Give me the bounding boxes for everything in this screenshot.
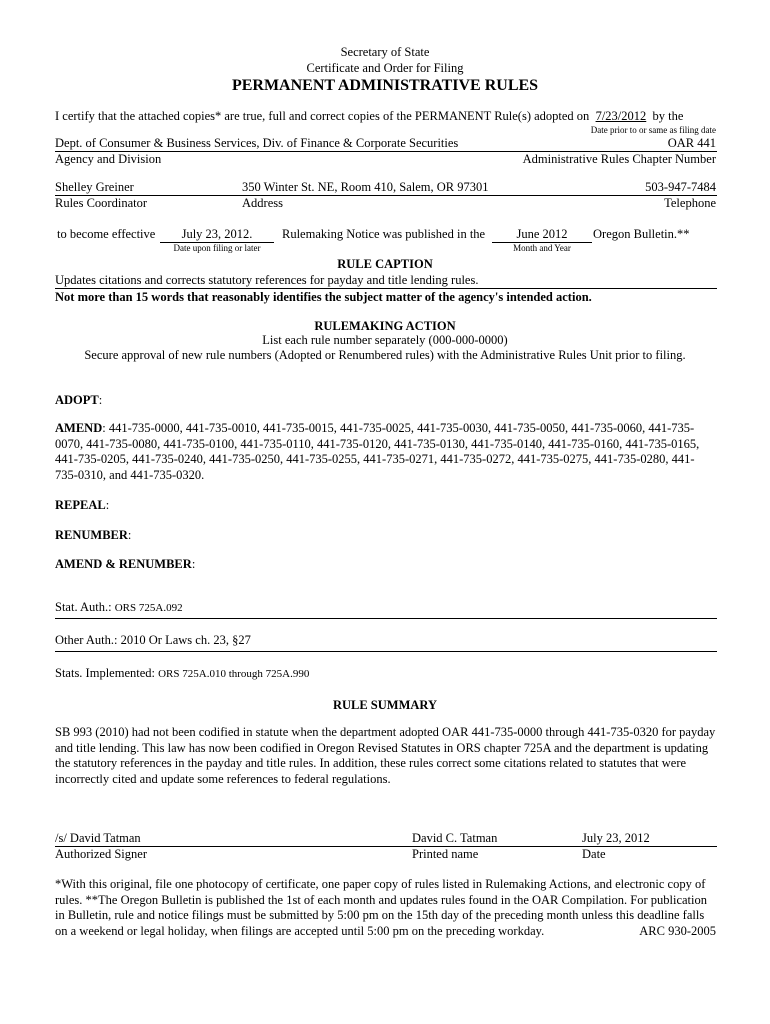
other-auth: Other Auth.: 2010 Or Laws ch. 23, §27 bbox=[55, 633, 251, 647]
coordinator-label: Rules Coordinator bbox=[55, 196, 148, 210]
amend-renumber-label: AMEND & RENUMBER: bbox=[55, 557, 196, 571]
effective-prefix: to become effective bbox=[57, 227, 156, 241]
bulletin-month-label: Month and Year bbox=[513, 243, 571, 253]
header-line1: Secretary of State bbox=[340, 45, 430, 59]
rulemaking-action-line1: List each rule number separately (000-000-0000) bbox=[262, 333, 508, 347]
bulletin-month: June 2012 bbox=[516, 227, 568, 241]
amend-section: AMEND: 441-735-0000, 441-735-0010, 441-735-0015, 441-735-0025, 441-735-0030, 441-735-0050, 441-735-0060, 441-735-0070, 441-735-0080, 441-735-0100, 441-735-0110, 441-735-0120, 441-735-0130, 441-735-0140, 441-735-0160, 441-735-0165, 441-735-0205, 441-735-0240, 441-735-0250, 441-735-0255, 441-735-0271, 441-735-0272, 441-735-0275, 441-735-0280, 441-735-0310, and 441-735-0320. bbox=[55, 421, 700, 483]
coordinator-address: 350 Winter St. NE, Room 410, Salem, OR 97301 bbox=[242, 180, 489, 194]
stats-implemented-value: ORS 725A.010 through 725A.990 bbox=[158, 668, 310, 680]
amend-label: AMEND bbox=[55, 421, 103, 435]
divider bbox=[55, 651, 717, 652]
printed-name: David C. Tatman bbox=[412, 831, 498, 845]
signer-signature: /s/ David Tatman bbox=[55, 831, 141, 845]
coordinator-name: Shelley Greiner bbox=[55, 180, 134, 194]
form-id: ARC 930-2005 bbox=[633, 924, 716, 938]
effective-date: July 23, 2012. bbox=[181, 227, 253, 241]
rulemaking-action-line2: Secure approval of new rule numbers (Adopted or Renumbered rules) with the Administrative Rules Unit prior to filing. bbox=[84, 348, 686, 362]
divider bbox=[55, 846, 717, 847]
stat-auth: Stat. Auth.: ORS 725A.092 bbox=[55, 600, 183, 614]
rule-caption-heading: RULE CAPTION bbox=[337, 257, 433, 271]
signature-date: July 23, 2012 bbox=[582, 831, 650, 845]
rulemaking-action-heading: RULEMAKING ACTION bbox=[314, 319, 456, 333]
printed-name-label: Printed name bbox=[412, 847, 479, 861]
adopted-date-label: Date prior to or same as filing date bbox=[590, 125, 716, 135]
certify-prefix: I certify that the attached copies* are true, full and correct copies of the PERMANENT Rule(s) adopted on bbox=[55, 109, 590, 123]
divider bbox=[55, 618, 717, 619]
divider bbox=[55, 195, 717, 196]
adopted-date: 7/23/2012 bbox=[595, 109, 647, 123]
divider bbox=[55, 288, 717, 289]
rule-summary-heading: RULE SUMMARY bbox=[332, 698, 438, 712]
notice-text: Rulemaking Notice was published in the bbox=[282, 227, 486, 241]
footnote: *With this original, file one photocopy of certificate, one paper copy of rules listed in Rulemaking Actions, and electronic copy of rules. **The Oregon Bulletin is published the 1st of each month and updates rules found in the OAR Compilation. For publication in Bulletin, rule and notice filings must be submitted by 5:00 pm on the 15th day of the preceding month unless this deadline falls on a weekend or legal holiday, when filings are accepted until 5:00 pm on the preceding workday. bbox=[55, 877, 707, 939]
adopt-label: ADOPT: bbox=[55, 393, 103, 407]
agency-value: Dept. of Consumer & Business Services, Div. of Finance & Corporate Securities bbox=[55, 136, 459, 150]
header-line2: Certificate and Order for Filing bbox=[306, 61, 464, 75]
date-label: Date bbox=[582, 847, 606, 861]
address-label: Address bbox=[242, 196, 283, 210]
chapter-value: OAR 441 bbox=[667, 136, 716, 150]
effective-date-label: Date upon filing or later bbox=[173, 243, 261, 253]
page-title: PERMANENT ADMINISTRATIVE RULES bbox=[231, 77, 539, 94]
repeal-label: REPEAL: bbox=[55, 498, 110, 512]
stat-auth-value: ORS 725A.092 bbox=[114, 602, 183, 614]
certify-suffix: by the bbox=[652, 109, 684, 123]
other-auth-value: 2010 Or Laws ch. 23, §27 bbox=[120, 633, 251, 647]
certify-text bbox=[55, 109, 683, 123]
rule-caption-instruction: Not more than 15 words that reasonably identifies the subject matter of the agency's intended action. bbox=[55, 290, 592, 304]
coordinator-phone: 503-947-7484 bbox=[645, 180, 716, 194]
agency-label: Agency and Division bbox=[55, 152, 162, 166]
effective-suffix: Oregon Bulletin.** bbox=[593, 227, 690, 241]
amend-rules: 441-735-0000, 441-735-0010, 441-735-0015, 441-735-0025, 441-735-0030, 441-735-0050, 441-735-0060, 441-735-0070, 441-735-0080, 441-735-0100, 441-735-0110, 441-735-0120, 441-735-0130, 441-735-0140, 441-735-0160, 441-735-0165, 441-735-0205, 441-735-0240, 441-735-0250, 441-735-0255, 441-735-0271, 441-735-0272, 441-735-0275, 441-735-0280, 441-735-0310, and 441-735-0320. bbox=[55, 421, 700, 483]
telephone-label: Telephone bbox=[664, 196, 716, 210]
signer-label: Authorized Signer bbox=[55, 847, 147, 861]
stats-implemented: Stats. Implemented: ORS 725A.010 through 725A.990 bbox=[55, 666, 310, 680]
renumber-label: RENUMBER: bbox=[55, 528, 132, 542]
rule-caption-text: Updates citations and corrects statutory references for payday and title lending rules. bbox=[55, 273, 479, 287]
rule-summary-text: SB 993 (2010) had not been codified in statute when the department adopted OAR 441-735-0000 through 441-735-0320 for payday and title lending. This law has now been codified in Oregon Revised Statutes in ORS chapter 725A and the department is updating the statutory references in the payday and title rules. In addition, these rules correct some citations related to statutes that were incorrectly cited and update some references to federal regulations. bbox=[55, 725, 716, 787]
chapter-label: Administrative Rules Chapter Number bbox=[522, 152, 716, 166]
